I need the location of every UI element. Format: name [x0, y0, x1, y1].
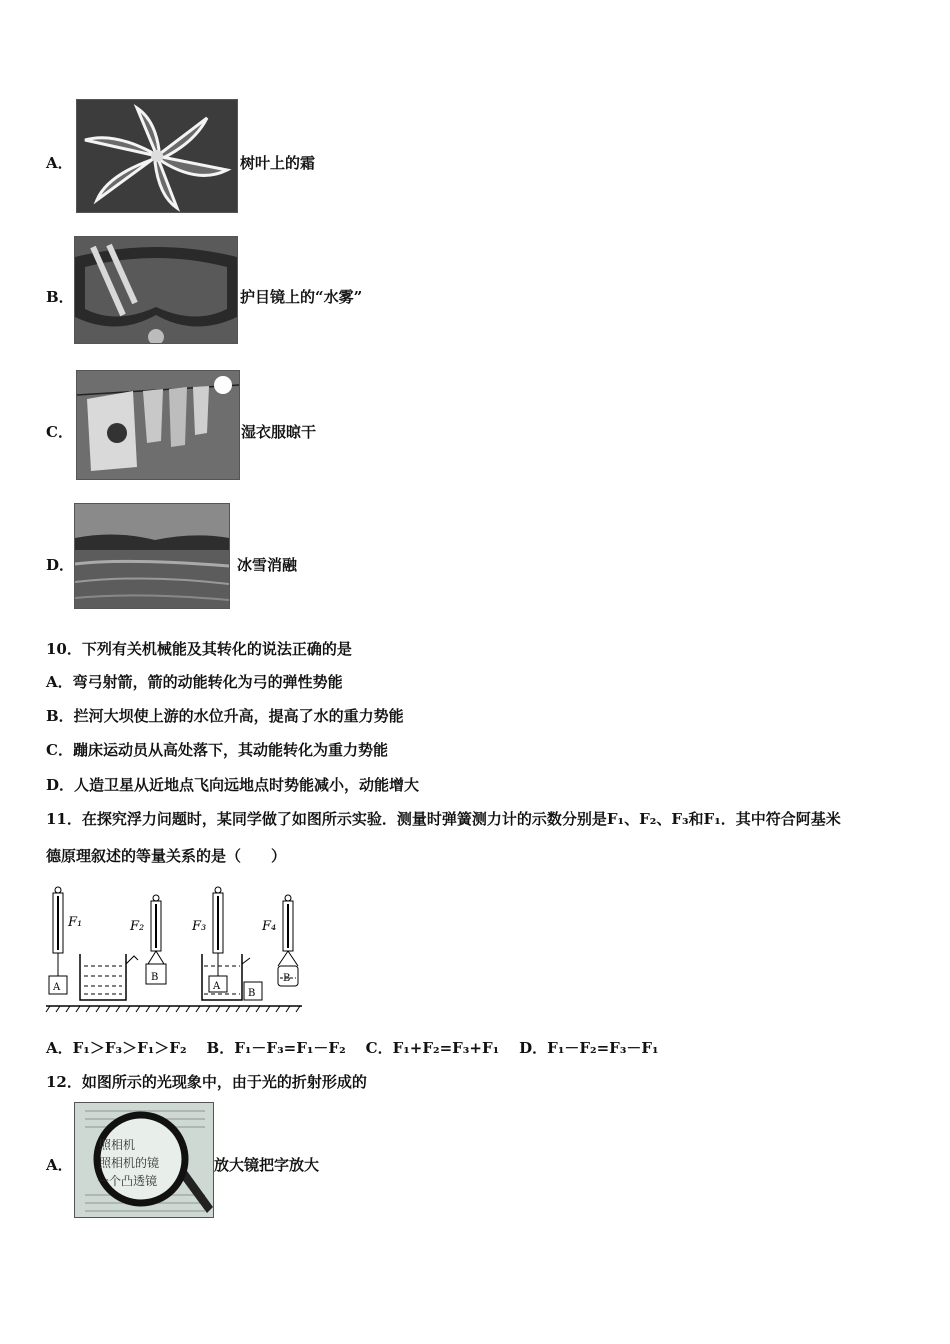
overflow-beaker: [80, 954, 138, 1000]
question-stem: 12．如图所示的光现象中，由于光的折射形成的: [46, 1073, 367, 1091]
answer-options: [46, 1037, 659, 1058]
stem-part-2: F₁、F₂、F₃和F₁．其中符合阿基米: [606, 810, 841, 828]
stem-part-1: 11．在探究浮力问题时，某同学做了如图所示实验．测量时弹簧测力计的示数分别是: [46, 810, 607, 828]
magnified-text-2: 照相机的镜: [99, 1156, 160, 1170]
option-d: D．人造卫星从近地点飞向远地点时势能减小，动能增大: [46, 776, 420, 794]
buoyancy-experiment-figure: [44, 884, 306, 1014]
goggles-fog-image: [74, 236, 238, 344]
label-f1: F₁: [68, 915, 83, 930]
label-block-b-1: B: [151, 972, 159, 983]
option-text: 冰雪消融: [237, 556, 298, 574]
option-letter: A．: [46, 1156, 73, 1174]
spring-scale-2: [146, 895, 166, 984]
label-block-a: A: [53, 982, 61, 993]
option-text: 护目镜上的“水雾”: [240, 288, 363, 306]
label-f4: F₄: [262, 919, 277, 934]
label-block-b-2: B: [248, 988, 256, 999]
option-a: A．F₁＞F₃＞F₁＞F₂: [46, 1039, 187, 1057]
option-letter: C．: [46, 423, 73, 441]
magnified-text-1: 照相机: [99, 1138, 136, 1152]
option-c: C．F₁+F₂=F₃+F₁: [365, 1039, 500, 1057]
spring-scale-3: [202, 887, 250, 1000]
magnifying-glass-image: [74, 1102, 214, 1218]
label-block-a-2: A: [213, 981, 221, 992]
label-block-b-3: B: [283, 973, 291, 984]
option-letter: D．: [46, 556, 75, 574]
option-c: C．蹦床运动员从高处落下，其动能转化为重力势能: [46, 741, 388, 759]
melting-ice-image: [74, 503, 230, 609]
question-stem-line-2: 德原理叙述的等量关系的是（ ）: [46, 847, 287, 865]
frost-leaf-image: [76, 99, 238, 213]
question-stem-line-1: [46, 808, 906, 829]
label-f2: F₂: [130, 919, 145, 934]
option-d: D．F₁－F₂=F₃－F₁: [519, 1039, 659, 1057]
spring-scale-1: [49, 887, 67, 994]
magnified-text-3: 一个凸透镜: [97, 1174, 158, 1188]
drying-clothes-image: [76, 370, 240, 480]
label-f3: F₃: [192, 919, 207, 934]
option-letter: B．: [46, 288, 74, 306]
option-text: 树叶上的霜: [240, 154, 316, 172]
option-b: B．拦河大坝使上游的水位升高，提高了水的重力势能: [46, 707, 404, 725]
option-text: 湿衣服晾干: [241, 423, 317, 441]
option-letter: A．: [46, 154, 73, 172]
question-stem: 10．下列有关机械能及其转化的说法正确的是: [46, 640, 352, 658]
option-a: A．弯弓射箭，箭的动能转化为弓的弹性势能: [46, 673, 343, 691]
option-text: 放大镜把字放大: [214, 1156, 320, 1174]
option-b: B．F₁－F₃=F₁－F₂: [206, 1039, 346, 1057]
